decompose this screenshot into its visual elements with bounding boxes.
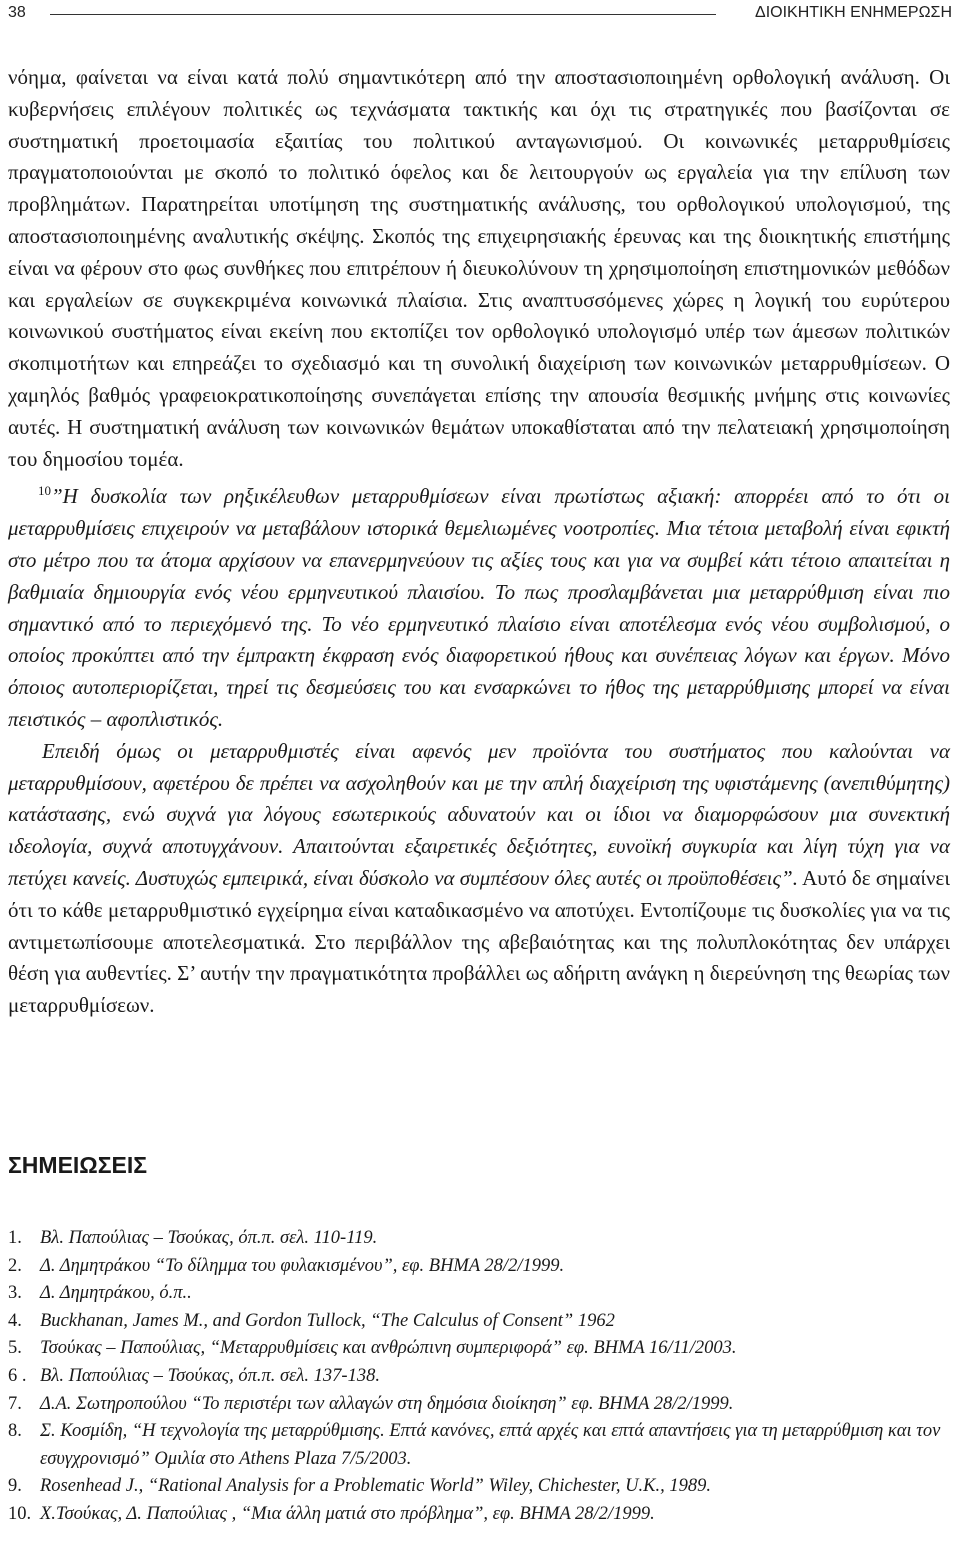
note-number: 2.: [8, 1255, 22, 1276]
note-item: [8, 1418, 950, 1473]
page-number: 38: [8, 4, 26, 21]
paragraph-2-text: ”Η δυσκολία των ρηξικέλευθων μεταρρυθμίσεων είναι πρωτίστως αξιακή: απορρέει από το ότι οι μεταρρυθμίσεις επιχειρούν να μεταβάλουν ιστορικά θεμελιωμένες νοοτροπίες. Μια τέτοια μεταβολή είναι εφικτή στο μέτρο που τα άτομα αρχίσουν να επανερμηνεύουν τις αξίες τους και για να συμβεί κάτι τέτοιο απαιτείται η βαθμιαία δημιουργία ενός νέου ερμηνευτικού πλαισίου. Το πως προσλαμβάνεται μια μεταρρύθμιση είναι πιο σημαντικό από το περιεχόμενό της. Το νέο ερμηνευτικό πλαίσιο είναι αποτέλεσμα ενός νέου συμβολισμού, ο οποίος προκύπτει από την έμπρακτη έκφραση ενός διαφορετικού ήθους και συνέπειας λόγων και έργων. Μόνο όποιος αυτοπεριορίζεται, τηρεί τις δεσμεύσεις του και ενσαρκώνει το ήθος της μεταρρύθμισης μπορεί να είναι πειστικός – αφοπλιστικός.: [8, 484, 950, 731]
note-item: [8, 1391, 950, 1419]
note-item: [8, 1308, 950, 1336]
note-number: 8.: [8, 1421, 22, 1442]
paragraph-2: [8, 475, 950, 735]
note-item: [8, 1253, 950, 1281]
note-text: Δ. Δημητράκου, ό.π..: [40, 1283, 192, 1304]
note-text: Βλ. Παπούλιας – Τσούκας, όπ.π. σελ. 110-119.: [40, 1228, 378, 1248]
notes-list: [8, 1225, 950, 1529]
note-item: [8, 1225, 950, 1253]
note-text: Δ. Δημητράκου “Το δίλημμα του φυλακισμένου”, εφ. ΒΗΜΑ 28/2/1999.: [40, 1255, 565, 1276]
note-number: 5.: [8, 1338, 22, 1359]
notes-heading: ΣΗΜΕΙΩΣΕΙΣ: [8, 1152, 148, 1178]
header-rule: [50, 14, 716, 15]
note-text: Δ.Α. Σωτηροπούλου “Το περιστέρι των αλλαγών στη δημόσια διοίκηση” εφ. ΒΗΜΑ 28/2/1999.: [40, 1393, 734, 1414]
paragraph-3-text: Αυτό δε σημαίνει ότι το κάθε μεταρρυθμιστικό εγχείρημα είναι καταδικασμένο να αποτύχει. Εντοπίζουμε τις δυσκολίες για να τις αντιμετωπίσουμε αποτελεσματικά. Στο περιβάλλον της αβεβαιότητας και της πολυπλοκότητας δεν υπάρχει θέση για αυθεντίες. Σ’ αυτήν την πραγματικότητα προβάλλει ως αδήριτη ανάγκη η διερεύνηση της θεωρίας των μεταρρυθμίσεων.: [8, 865, 950, 1018]
paragraph-3: [8, 736, 950, 1022]
note-text: Βλ. Παπούλιας – Τσούκας, όπ.π. σελ. 137-138.: [40, 1365, 380, 1386]
note-number: 9.: [8, 1476, 22, 1497]
note-text: Rosenhead J., “Rational Analysis for a Problematic World” Wiley, Chichester, U.K., 1989.: [40, 1476, 711, 1497]
note-number: 4.: [8, 1310, 22, 1331]
note-number: 6 .: [8, 1365, 27, 1386]
note-number: 1.: [8, 1228, 22, 1248]
note-item: [8, 1280, 950, 1308]
note-item: [8, 1335, 950, 1363]
note-text: Σ. Κοσμίδη, “Η τεχνολογία της μεταρρύθμισης. Επτά κανόνες, επτά αρχές και επτά απαντήσεις για τη μεταρρύθμιση και τον εσυγχρονισμό” Ομιλία στο Athens Plaza 7/5/2003.: [40, 1421, 941, 1469]
note-text: Χ.Τσούκας, Δ. Παπούλιας , “Μια άλλη ματιά στο πρόβλημα”, εφ. ΒΗΜΑ 28/2/1999.: [40, 1503, 655, 1524]
paragraph-1: νόημα, φαίνεται να είναι κατά πολύ σημαντικότερη από την αποστασιοποιημένη ορθολογική ανάλυση. Οι κυβερνήσεις επιλέγουν πολιτικές ως τεχνάσματα τακτικής και όχι τις στρατηγικές που βασίζονται σε συστηματική προετοιμασία εξαιτίας του πολιτικού ανταγωνισμού. Οι κοινωνικές μεταρρυθμίσεις πραγματοποιούνται με σκοπό το πολιτικό όφελος και δε λειτουργούν ως εργαλεία για την επίλυση των προβλημάτων. Παρατηρείται υποτίμηση της συστηματικής ανάλυσης, του ορθολογικού υπολογισμού, της αποστασιοποιημένης αναλυτικής σκέψης. Σκοπός της επιχειρησιακής έρευνας και της διοικητικής επιστήμης είναι να φέρουν στο φως συνθήκες που επιτρέπουν ή διευκολύνουν τη χρησιμοποίηση επιστημονικών μεθόδων και εργαλείων σε συγκεκριμένα κοινωνικά πλαίσια. Στις αναπτυσσόμενες χώρες η λογική του ευρύτερου κοινωνικού συστήματος είναι εκείνη που εκτοπίζει τον ορθολογικό υπολογισμό υπέρ των άμεσων πολιτικών σκοπιμοτήτων και επηρεάζει το σχεδιασμό και τη συνολική διαχείριση των κοινωνικών μεταρρυθμίσεων. Ο χαμηλός βαθμός γραφειοκρατικοποίησης συνεπάγεται επίσης την απουσία θεσμικής μνήμης στις κοινωνίες αυτές. Η συστηματική ανάλυση των κοινωνικών θεμάτων υποκαθίσταται από την πελατειακή χρησιμοποίηση του δημοσίου τομέα.: [8, 65, 950, 471]
page-header: [8, 4, 952, 26]
note-text: Τσούκας – Παπούλιας, “Μεταρρυθμίσεις και ανθρώπινη συμπεριφορά” εφ. ΒΗΜΑ 16/11/2003.: [40, 1338, 737, 1359]
footnote-marker-10: 10: [38, 483, 51, 499]
note-item: [8, 1501, 950, 1529]
paragraph-3-quote: Επειδή όμως οι μεταρρυθμιστές είναι αφενός μεν προϊόντα του συστήματος που καλούνται να μεταρρυθμίσουν, αφετέρου δε πρέπει να ασχοληθούν και με την απλή διαχείριση της υφιστάμενης (ανεπιθύμητης) κατάστασης, ενώ συχνά για λόγους εσωτερικούς αδυνατούν και οι ίδιοι να διαμορφώσουν μια συνεκτική ιδεολογία, συχνά αποτυγχάνουν. Απαιτούνται εξαιρετικές δεξιότητες, ευνοϊκή συγκυρία και λίγη τύχη για να πετύχει κανείς. Δυστυχώς εμπειρικά, είναι δύσκολο να συμπέσουν όλες αυτές οι προϋποθέσεις”.: [8, 738, 950, 890]
running-title: ΔΙΟΙΚΗΤΙΚΗ ΕΝΗΜΕΡΩΣΗ: [755, 4, 952, 21]
note-number: 7.: [8, 1393, 22, 1414]
body-text: [8, 62, 950, 1022]
note-text: Buckhanan, James M., and Gordon Tullock, “The Calculus of Consent” 1962: [40, 1310, 615, 1331]
note-item: [8, 1473, 950, 1501]
note-number: 3.: [8, 1283, 22, 1304]
note-number: 10.: [8, 1503, 32, 1524]
note-item: [8, 1363, 950, 1391]
